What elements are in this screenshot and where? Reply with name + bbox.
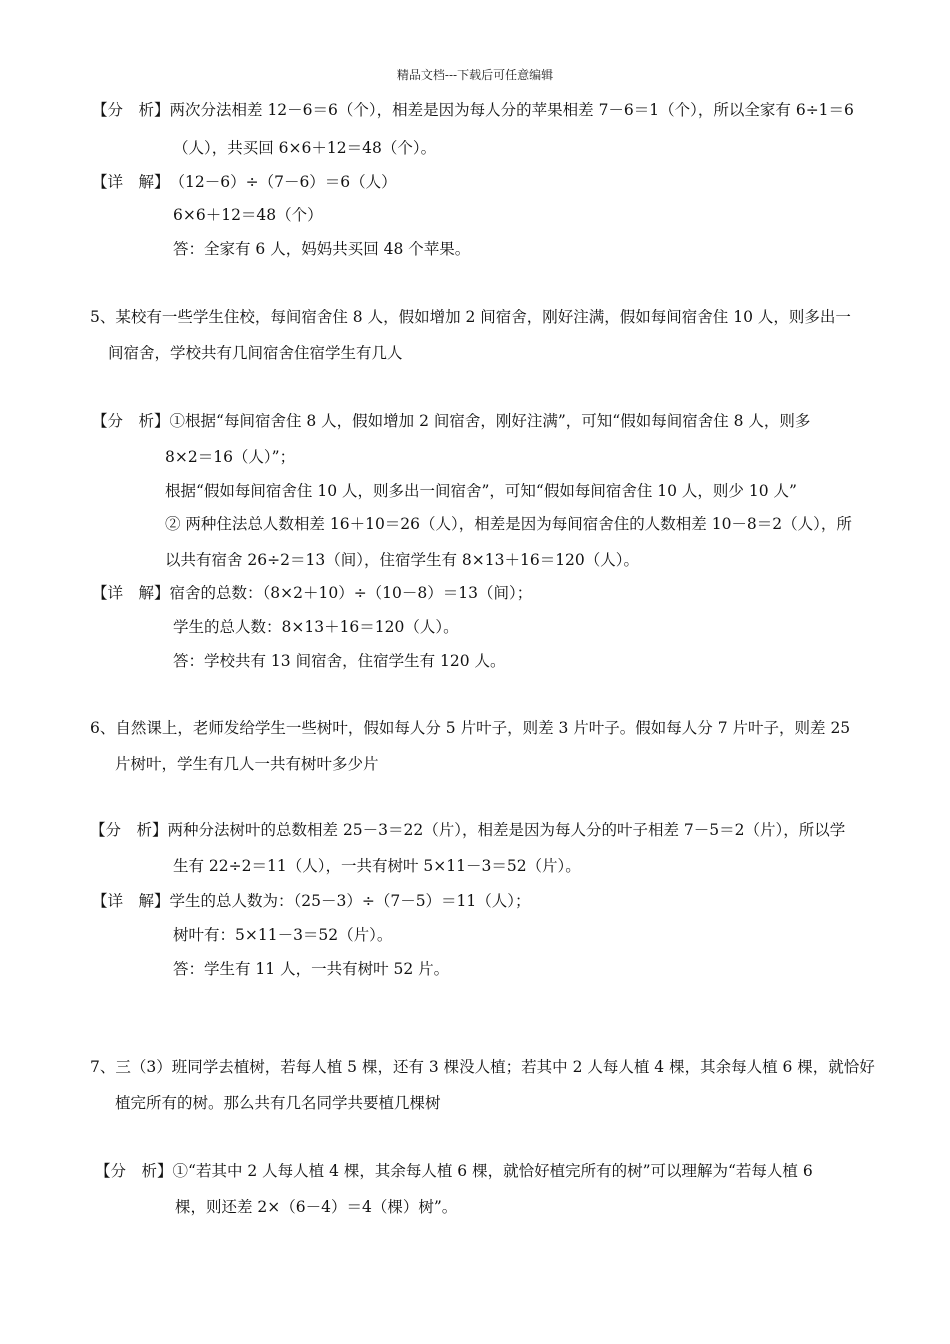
- analysis-text-cont: 以共有宿舍 26÷2＝13（间），住宿学生有 8×13＋16＝120（人）。: [165, 551, 640, 569]
- page-header: 精品文档---下载后可任意编辑: [396, 68, 554, 82]
- detail-block-5: [92, 583, 532, 603]
- analysis-text: 两次分法相差 12－6＝6（个），相差是因为每人分的苹果相差 7－6＝1（个），所以全家有 6÷1＝6: [169, 101, 854, 119]
- analysis-label: 【分 析】: [92, 101, 170, 119]
- question-7: 7、三（3）班同学去植树，若每人植 5 棵，还有 3 棵没人植；若其中 2 人每人植 4 棵，其余每人植 6 棵，就恰好: [90, 1058, 875, 1076]
- question-6-cont: 片树叶，学生有几人一共有树叶多少片: [115, 755, 379, 773]
- analysis-text: ①根据“每间宿舍住 8 人，假如增加 2 间宿舍，刚好注满”，可知“假如每间宿舍住 8 人，则多: [169, 412, 811, 430]
- analysis-text-cont: ② 两种住法总人数相差 16＋10＝26（人），相差是因为每间宿舍住的人数相差 10－8＝2（人），所: [165, 515, 852, 533]
- detail-label: 【详 解】: [92, 584, 170, 602]
- answer-text: 答：学生有 11 人，一共有树叶 52 片。: [173, 960, 450, 978]
- detail-block-6: [92, 891, 531, 911]
- analysis-text-cont: 生有 22÷2＝11（人），一共有树叶 5×11－3＝52（片）。: [173, 857, 581, 875]
- analysis-text-cont: （人），共买回 6×6＋12＝48（个）。: [173, 139, 437, 157]
- analysis-text: ①“若其中 2 人每人植 4 棵，其余每人植 6 棵，就恰好植完所有的树”可以理解为“若每人植 6: [172, 1162, 813, 1180]
- analysis-block-a: [92, 100, 854, 120]
- detail-text-cont: 学生的总人数：8×13＋16＝120（人）。: [173, 618, 459, 636]
- analysis-block-6: [90, 820, 845, 840]
- analysis-text-cont: 棵，则还差 2×（6－4）＝4（棵）树”。: [175, 1198, 458, 1216]
- detail-text: （12－6）÷（7－6）＝6（人）: [169, 173, 397, 191]
- question-7-cont: 植完所有的树。那么共有几名同学共要植几棵树: [115, 1094, 441, 1112]
- answer-text: 答：学校共有 13 间宿舍，住宿学生有 120 人。: [173, 652, 506, 670]
- analysis-label: 【分 析】: [90, 821, 168, 839]
- detail-text-cont: 6×6＋12＝48（个）: [173, 206, 323, 224]
- detail-block-a: [92, 172, 397, 192]
- analysis-label: 【分 析】: [92, 412, 170, 430]
- detail-text-cont: 树叶有：5×11－3＝52（片）。: [173, 926, 393, 944]
- detail-text: 宿舍的总数：（8×2＋10）÷（10－8）＝13（间）；: [169, 584, 533, 602]
- detail-text: 学生的总人数为：（25－3）÷（7－5）＝11（人）；: [169, 892, 531, 910]
- analysis-text: 两种分法树叶的总数相差 25－3＝22（片），相差是因为每人分的叶子相差 7－5＝2（片），所以学: [167, 821, 846, 839]
- analysis-text-cont: 8×2＝16（人）”；: [165, 448, 296, 466]
- question-5: 5、某校有一些学生住校，每间宿舍住 8 人，假如增加 2 间宿舍，刚好注满，假如每间宿舍住 10 人，则多出一: [90, 308, 851, 326]
- detail-label: 【详 解】: [92, 173, 170, 191]
- analysis-block-5: [92, 411, 810, 431]
- answer-text: 答：全家有 6 人，妈妈共买回 48 个苹果。: [173, 240, 471, 258]
- question-6: 6、自然课上，老师发给学生一些树叶，假如每人分 5 片叶子，则差 3 片叶子。假如每人分 7 片叶子，则差 25: [90, 719, 851, 737]
- question-5-cont: 间宿舍，学校共有几间宿舍住宿学生有几人: [108, 344, 403, 362]
- analysis-text-cont: 根据“假如每间宿舍住 10 人，则多出一间宿舍”，可知“假如每间宿舍住 10 人，则少 10 人”: [165, 482, 797, 500]
- analysis-block-7: [95, 1161, 813, 1181]
- detail-label: 【详 解】: [92, 892, 170, 910]
- analysis-label: 【分 析】: [95, 1162, 173, 1180]
